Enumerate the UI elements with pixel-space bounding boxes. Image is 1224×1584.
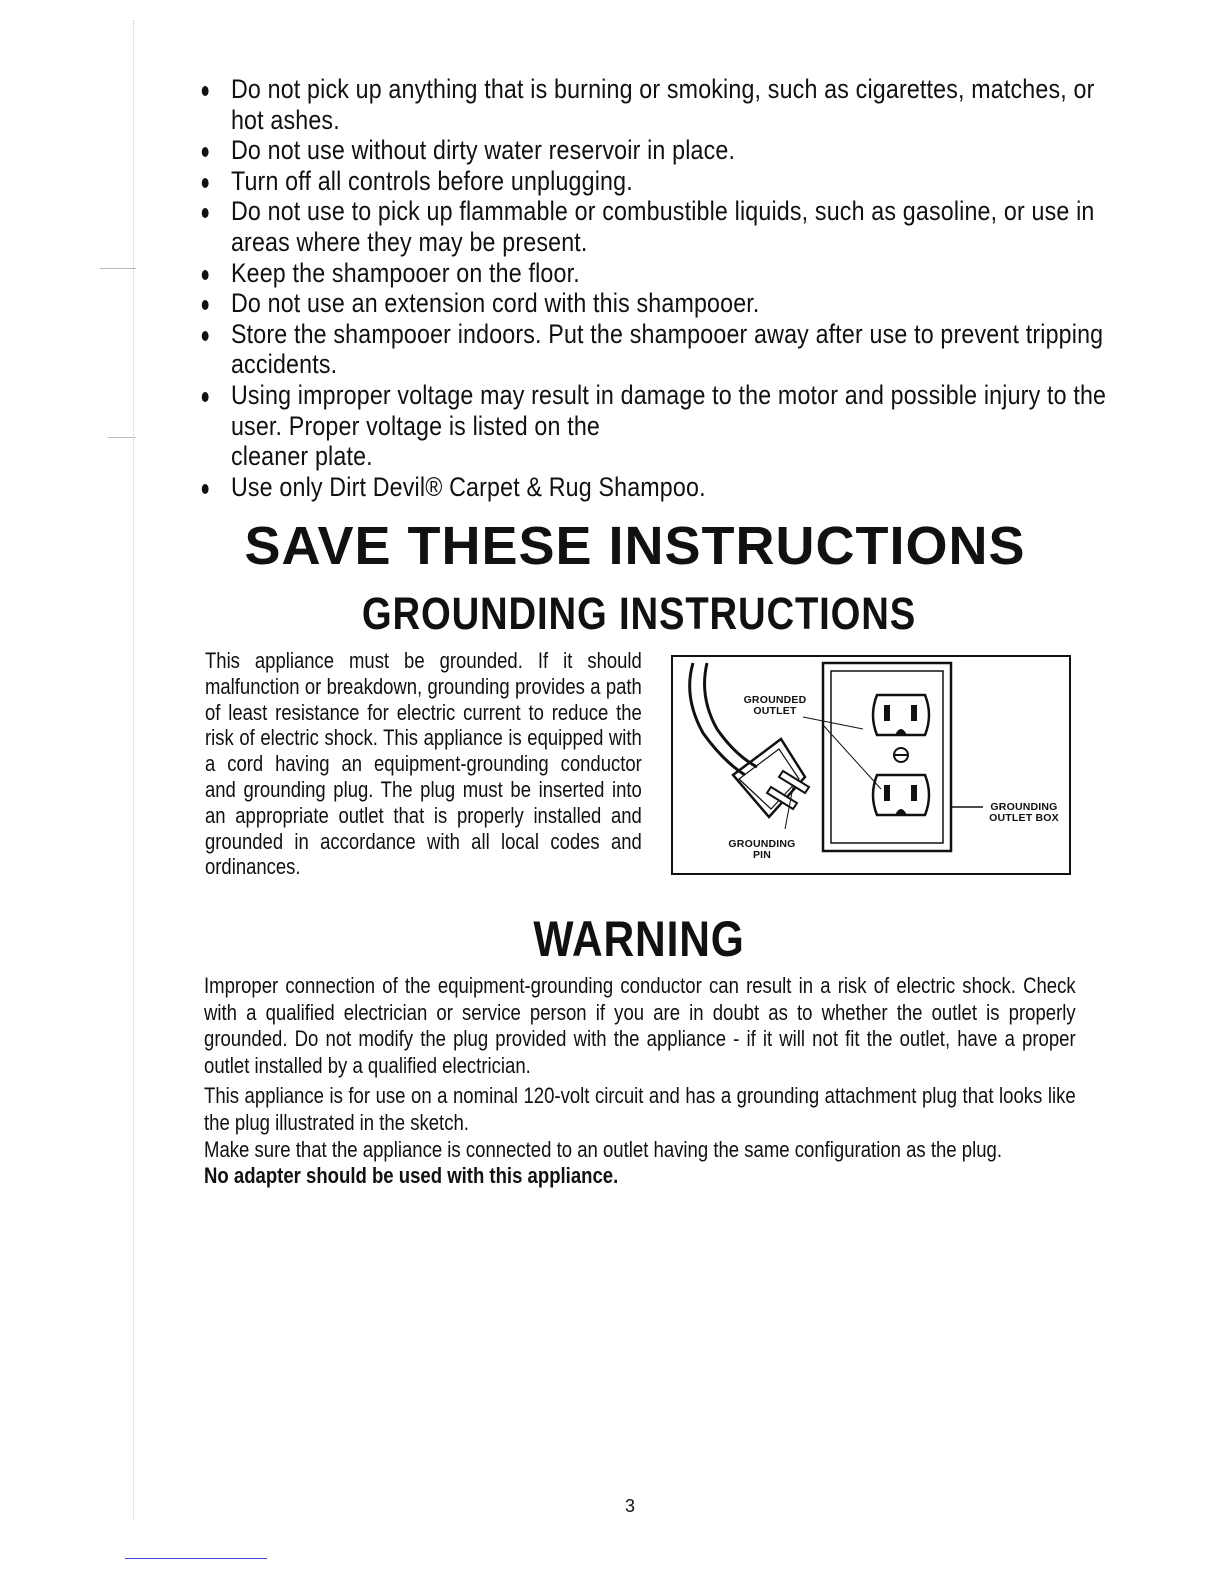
bottom-edge-line — [125, 1558, 267, 1559]
scan-edge-line — [133, 20, 134, 1520]
bullet-continuation: cleaner plate. — [230, 441, 373, 472]
bullet-dot-icon — [202, 270, 209, 280]
bullet-item: Turn off all controls before unplugging. — [200, 166, 1108, 197]
bullet-dot-icon — [202, 331, 209, 341]
grounding-outlet-box-label: GROUNDING OUTLET BOX — [989, 801, 1059, 824]
grounding-instructions-heading: GROUNDING INSTRUCTIONS — [361, 588, 917, 639]
grounding-paragraph: This appliance must be grounded. If it should malfunction or breakdown, grounding provides a path of least resistance for electric current to reduce the risk of electric shock. This appliance is equipped with a cord having an equipment-grounding conductor and grounding plug. The plug must be inserted into an appropriate outlet that is properly installed and grounded in accordance with all local codes and ordinances. — [205, 648, 642, 880]
bullet-dot-icon — [202, 86, 209, 96]
warning-paragraph: Make sure that the appliance is connected to an outlet having the same configuration as the plug. — [204, 1136, 1003, 1162]
no-adapter-statement: No adapter should be used with this appliance. — [204, 1163, 619, 1189]
bullet-dot-icon — [202, 300, 209, 310]
grounded-outlet-diagram — [671, 655, 1071, 875]
bullet-item: Do not use without dirty water reservoir in place. — [200, 135, 1108, 166]
scan-edge-tick — [108, 437, 136, 438]
grounding-pin-label: GROUNDING PIN — [728, 838, 796, 861]
bullet-item: Using improper voltage may result in damage to the motor and possible injury to the user. Proper voltage is listed on the cleaner plate. — [200, 380, 1108, 472]
bullet-dot-icon — [202, 147, 209, 157]
grounded-outlet-label: GROUNDED OUTLET — [743, 694, 807, 717]
bullet-dot-icon — [202, 484, 209, 494]
page-number: 3 — [624, 1496, 635, 1516]
scan-edge-tick — [100, 268, 136, 269]
bullet-item: Do not use to pick up flammable or combustible liquids, such as gasoline, or use in areas where they may be present. — [200, 196, 1108, 257]
bullet-dot-icon — [202, 208, 209, 218]
save-instructions-heading: SAVE THESE INSTRUCTIONS — [244, 516, 1026, 576]
bullet-item: Do not pick up anything that is burning or smoking, such as cigarettes, matches, or hot ashes. — [200, 74, 1108, 135]
bullet-item: Keep the shampooer on the floor. — [200, 258, 1108, 289]
bullet-item: Use only Dirt Devil® Carpet & Rug Shampoo. — [200, 472, 1108, 503]
warning-paragraph: This appliance is for use on a nominal 120-volt circuit and has a grounding attachment plug that looks like the plug illustrated in the sketch. — [204, 1083, 1076, 1135]
warning-paragraph: Improper connection of the equipment-grounding conductor can result in a risk of electric shock. Check with a qualified electrician or service person if you are in doubt as to whether the outlet is properly grounded. Do not modify the plug provided with the appliance - if it will not fit the outlet, have a proper outlet installed by a qualified electrician. — [204, 973, 1076, 1078]
bullet-dot-icon — [202, 392, 209, 402]
warning-heading: WARNING — [533, 911, 745, 967]
bullet-item: Store the shampooer indoors. Put the shampooer away after use to prevent tripping accidents. — [200, 319, 1108, 380]
bullet-dot-icon — [202, 178, 209, 188]
warning-body — [204, 973, 1076, 1190]
bullet-item: Do not use an extension cord with this shampooer. — [200, 288, 1108, 319]
safety-bullet-list — [200, 74, 1107, 502]
